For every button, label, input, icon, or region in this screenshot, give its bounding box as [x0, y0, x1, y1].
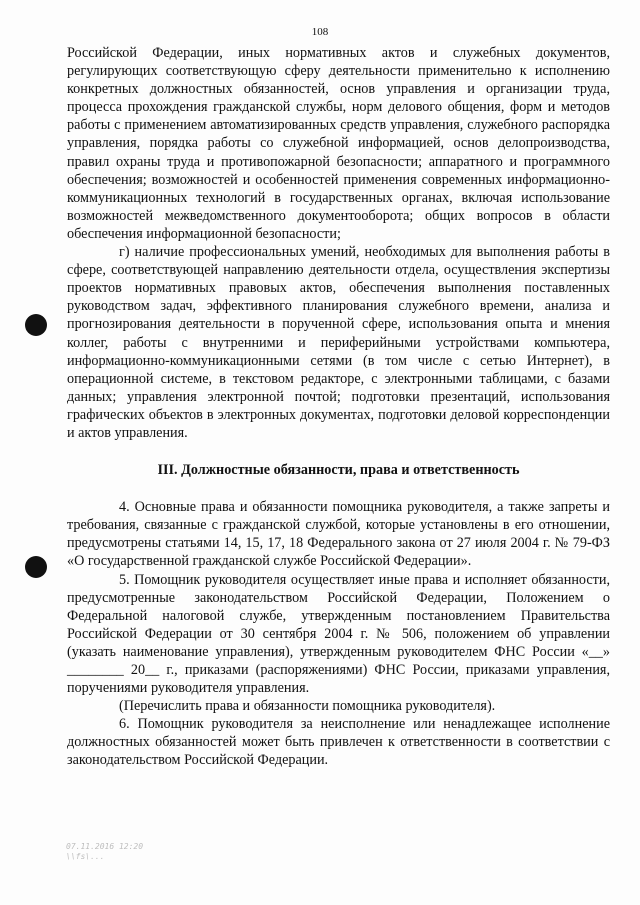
footer-stamp-line-1: 07.11.2016 12:20	[66, 842, 144, 851]
footer-stamp	[66, 842, 143, 862]
binder-hole-top	[25, 314, 47, 336]
binder-hole-bottom	[25, 556, 47, 578]
paragraph-continuation: Российской Федерации, иных нормативных актов и служебных документов, регулирующих соответствующую сферу деятельности применительно к исполнению конкретных должностных обязанностей, основ управления и организации труда, процесса прохождения гражданской службы, норм делового общения, форм и методов работы с применением автоматизированных средств управления, служебного распорядка управления, порядка работы со служебной информацией, основ делопроизводства, правил охраны труда и противопожарной безопасности; аппаратного и программного обеспечения; возможностей и особенностей применения современных информационно-коммуникационных технологий в государственных органах, включая использование возможностей межведомственного документооборота; общих вопросов в области обеспечения информационной безопасности;	[67, 45, 610, 242]
paragraph-item-6: 6. Помощник руководителя за неисполнение или ненадлежащее исполнение должностных обязанностей может быть привлечен к ответственности в соответствии с законодательством Российской Федерации.	[67, 716, 610, 769]
paragraph-item-4: 4. Основные права и обязанности помощника руководителя, а также запреты и требования, связанные с гражданской службой, которые установлены в его отношении, предусмотрены статьями 14, 15, 17, 18 Федерального закона от 27 июля 2004 г. № 79-ФЗ «О государственной гражданской службе Российской Федерации».	[67, 499, 610, 570]
footer-stamp-line-2: \\fs\...	[66, 852, 105, 861]
page-number: 108	[311, 26, 329, 38]
section-heading: III. Должностные обязанности, права и ответственность	[157, 462, 520, 479]
document-body	[67, 44, 610, 770]
paragraph-skills: г) наличие профессиональных умений, необходимых для выполнения работы в сфере, соответствующей направлению деятельности отдела, осуществления экспертизы проектов нормативных правовых актов, обеспечения выполнения поставленных руководством задач, эффективного планирования служебного времени, анализа и прогнозирования деятельности в порученной сфере, использования опыта и мнения коллег, работы с внутренними и периферийными устройствами компьютера, информационно-коммуникационными сетями (в том числе с сетью Интернет), в операционной системе, в текстовом редакторе, с электронными таблицами, с базами данных; управления электронной почтой; подготовки презентаций, использования графических объектов в электронных документах, подготовки деловой корреспонденции и актов управления.	[67, 244, 610, 441]
paragraph-note: (Перечислить права и обязанности помощника руководителя).	[119, 698, 496, 715]
paragraph-item-5: 5. Помощник руководителя осуществляет иные права и исполняет обязанности, предусмотренные законодательством Российской Федерации, Положением о Федеральной налоговой службе, утвержденным постановлением Правительства Российской Федерации от 30 сентября 2004 г. № 506, положением об управлении (указать наименование управления), утвержденным руководителем ФНС России «__» ________ 20__ г., приказами (распоряжениями) ФНС России, приказами управления, поручениями руководителя управления.	[67, 571, 610, 697]
